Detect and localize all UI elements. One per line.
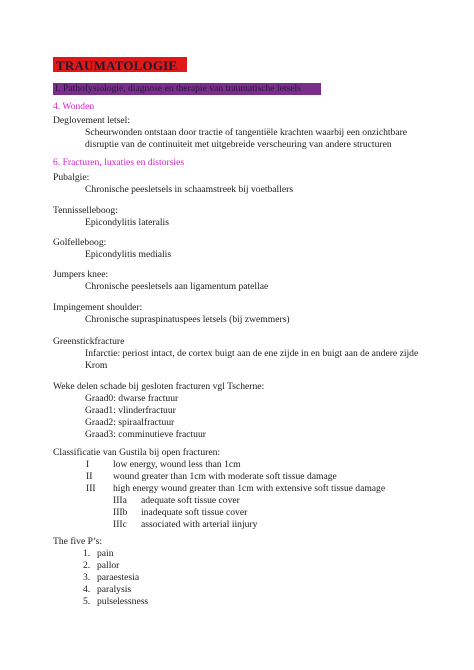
tscherne-grade: Graad1: vlinderfractuur <box>85 405 176 416</box>
gustilo-grade-text: wound greater than 1cm with moderate soft tissue damage <box>113 471 337 482</box>
five-ps-num: 1. <box>83 548 91 559</box>
five-ps-num: 5. <box>83 596 91 607</box>
deglovement-def-line2: disruptie van de continuiteit met uitgebreide verscheuring van andere structuren <box>85 139 392 150</box>
wonden-heading: 4. Wonden <box>53 101 95 112</box>
gustilo-grade-num: III <box>86 483 96 494</box>
section-heading-text: I. Pathofysiologie, diagnose en therapie van traumatische letsels <box>55 83 301 94</box>
five-ps-num: 4. <box>83 584 91 595</box>
tennisselleboog-def: Epicondylitis lateralis <box>85 217 169 228</box>
section-heading <box>53 83 321 95</box>
five-ps-item: pain <box>97 548 114 559</box>
gustilo-subgrade-text: adequate soft tissue cover <box>141 495 240 506</box>
greenstick-term: Greenstickfracture <box>53 336 125 347</box>
gustilo-term: Classificatie van Gustila bij open fracturen: <box>53 447 221 458</box>
gustilo-subgrade-num: IIIb <box>113 507 128 518</box>
impingement-def: Chronische supraspinatuspees letsels (bij zwemmers) <box>85 314 290 325</box>
golfelleboog-def: Epicondylitis medialis <box>85 249 172 260</box>
five-ps-num: 3. <box>83 572 91 583</box>
deglovement-def-line1: Scheurwonden ontstaan door tractie of tangentiële krachten waarbij een onzichtbare <box>85 127 408 138</box>
golfelleboog-term: Golfelleboog: <box>53 237 107 248</box>
tscherne-grade: Graad0: dwarse fractuur <box>85 393 179 404</box>
deglovement-term: Deglovement letsel: <box>53 115 130 126</box>
five-ps-num: 2. <box>83 560 91 571</box>
five-ps-item: paraestesia <box>97 572 140 583</box>
gustilo-grade-text: high energy wound greater than 1cm with extensive soft tissue damage <box>113 483 386 494</box>
gustilo-grade-num: II <box>86 471 93 482</box>
impingement-term: Impingement shoulder: <box>53 302 143 313</box>
gustilo-subgrade-text: associated with arterial iinjury <box>141 519 258 530</box>
gustilo-grade-num: I <box>86 459 90 470</box>
gustilo-subgrade-num: IIIc <box>113 519 127 530</box>
greenstick-def-line1: Infarctie: periost intact, de cortex buigt aan de ene zijde in en buigt aan de andere zijde <box>85 348 419 359</box>
five-ps-item: pallor <box>97 560 120 571</box>
tennisselleboog-term: Tennisselleboog: <box>53 205 118 216</box>
document-title <box>53 57 187 72</box>
tscherne-grade: Graad2: spiraalfractuur <box>85 417 175 428</box>
greenstick-def-line2: Krom <box>85 360 108 371</box>
pubalgie-def: Chronische peesletsels in schaamstreek bij voetballers <box>85 184 294 195</box>
jumpers-knee-term: Jumpers knee: <box>53 269 109 280</box>
five-ps-item: pulselessness <box>97 596 149 607</box>
gustilo-subgrade-num: IIIa <box>113 495 127 506</box>
tscherne-grade: Graad3: comminutieve fractuur <box>85 429 206 440</box>
pubalgie-term: Pubalgie: <box>53 172 90 183</box>
tscherne-term: Weke delen schade bij gesloten fracturen vgl Tscherne: <box>53 381 265 392</box>
five-ps-item: paralysis <box>97 584 132 595</box>
fracturen-heading: 6. Fracturen, luxaties en distorsies <box>53 157 185 168</box>
jumpers-knee-def: Chronische peesletsels aan ligamentum patellae <box>85 281 269 292</box>
gustilo-grade-text: low energy, wound less than 1cm <box>113 459 241 470</box>
five-ps-term: The five P’s: <box>53 536 103 547</box>
gustilo-subgrade-text: inadequate soft tissue cover <box>141 507 248 518</box>
title-text: TRAUMATOLOGIE <box>56 58 178 73</box>
